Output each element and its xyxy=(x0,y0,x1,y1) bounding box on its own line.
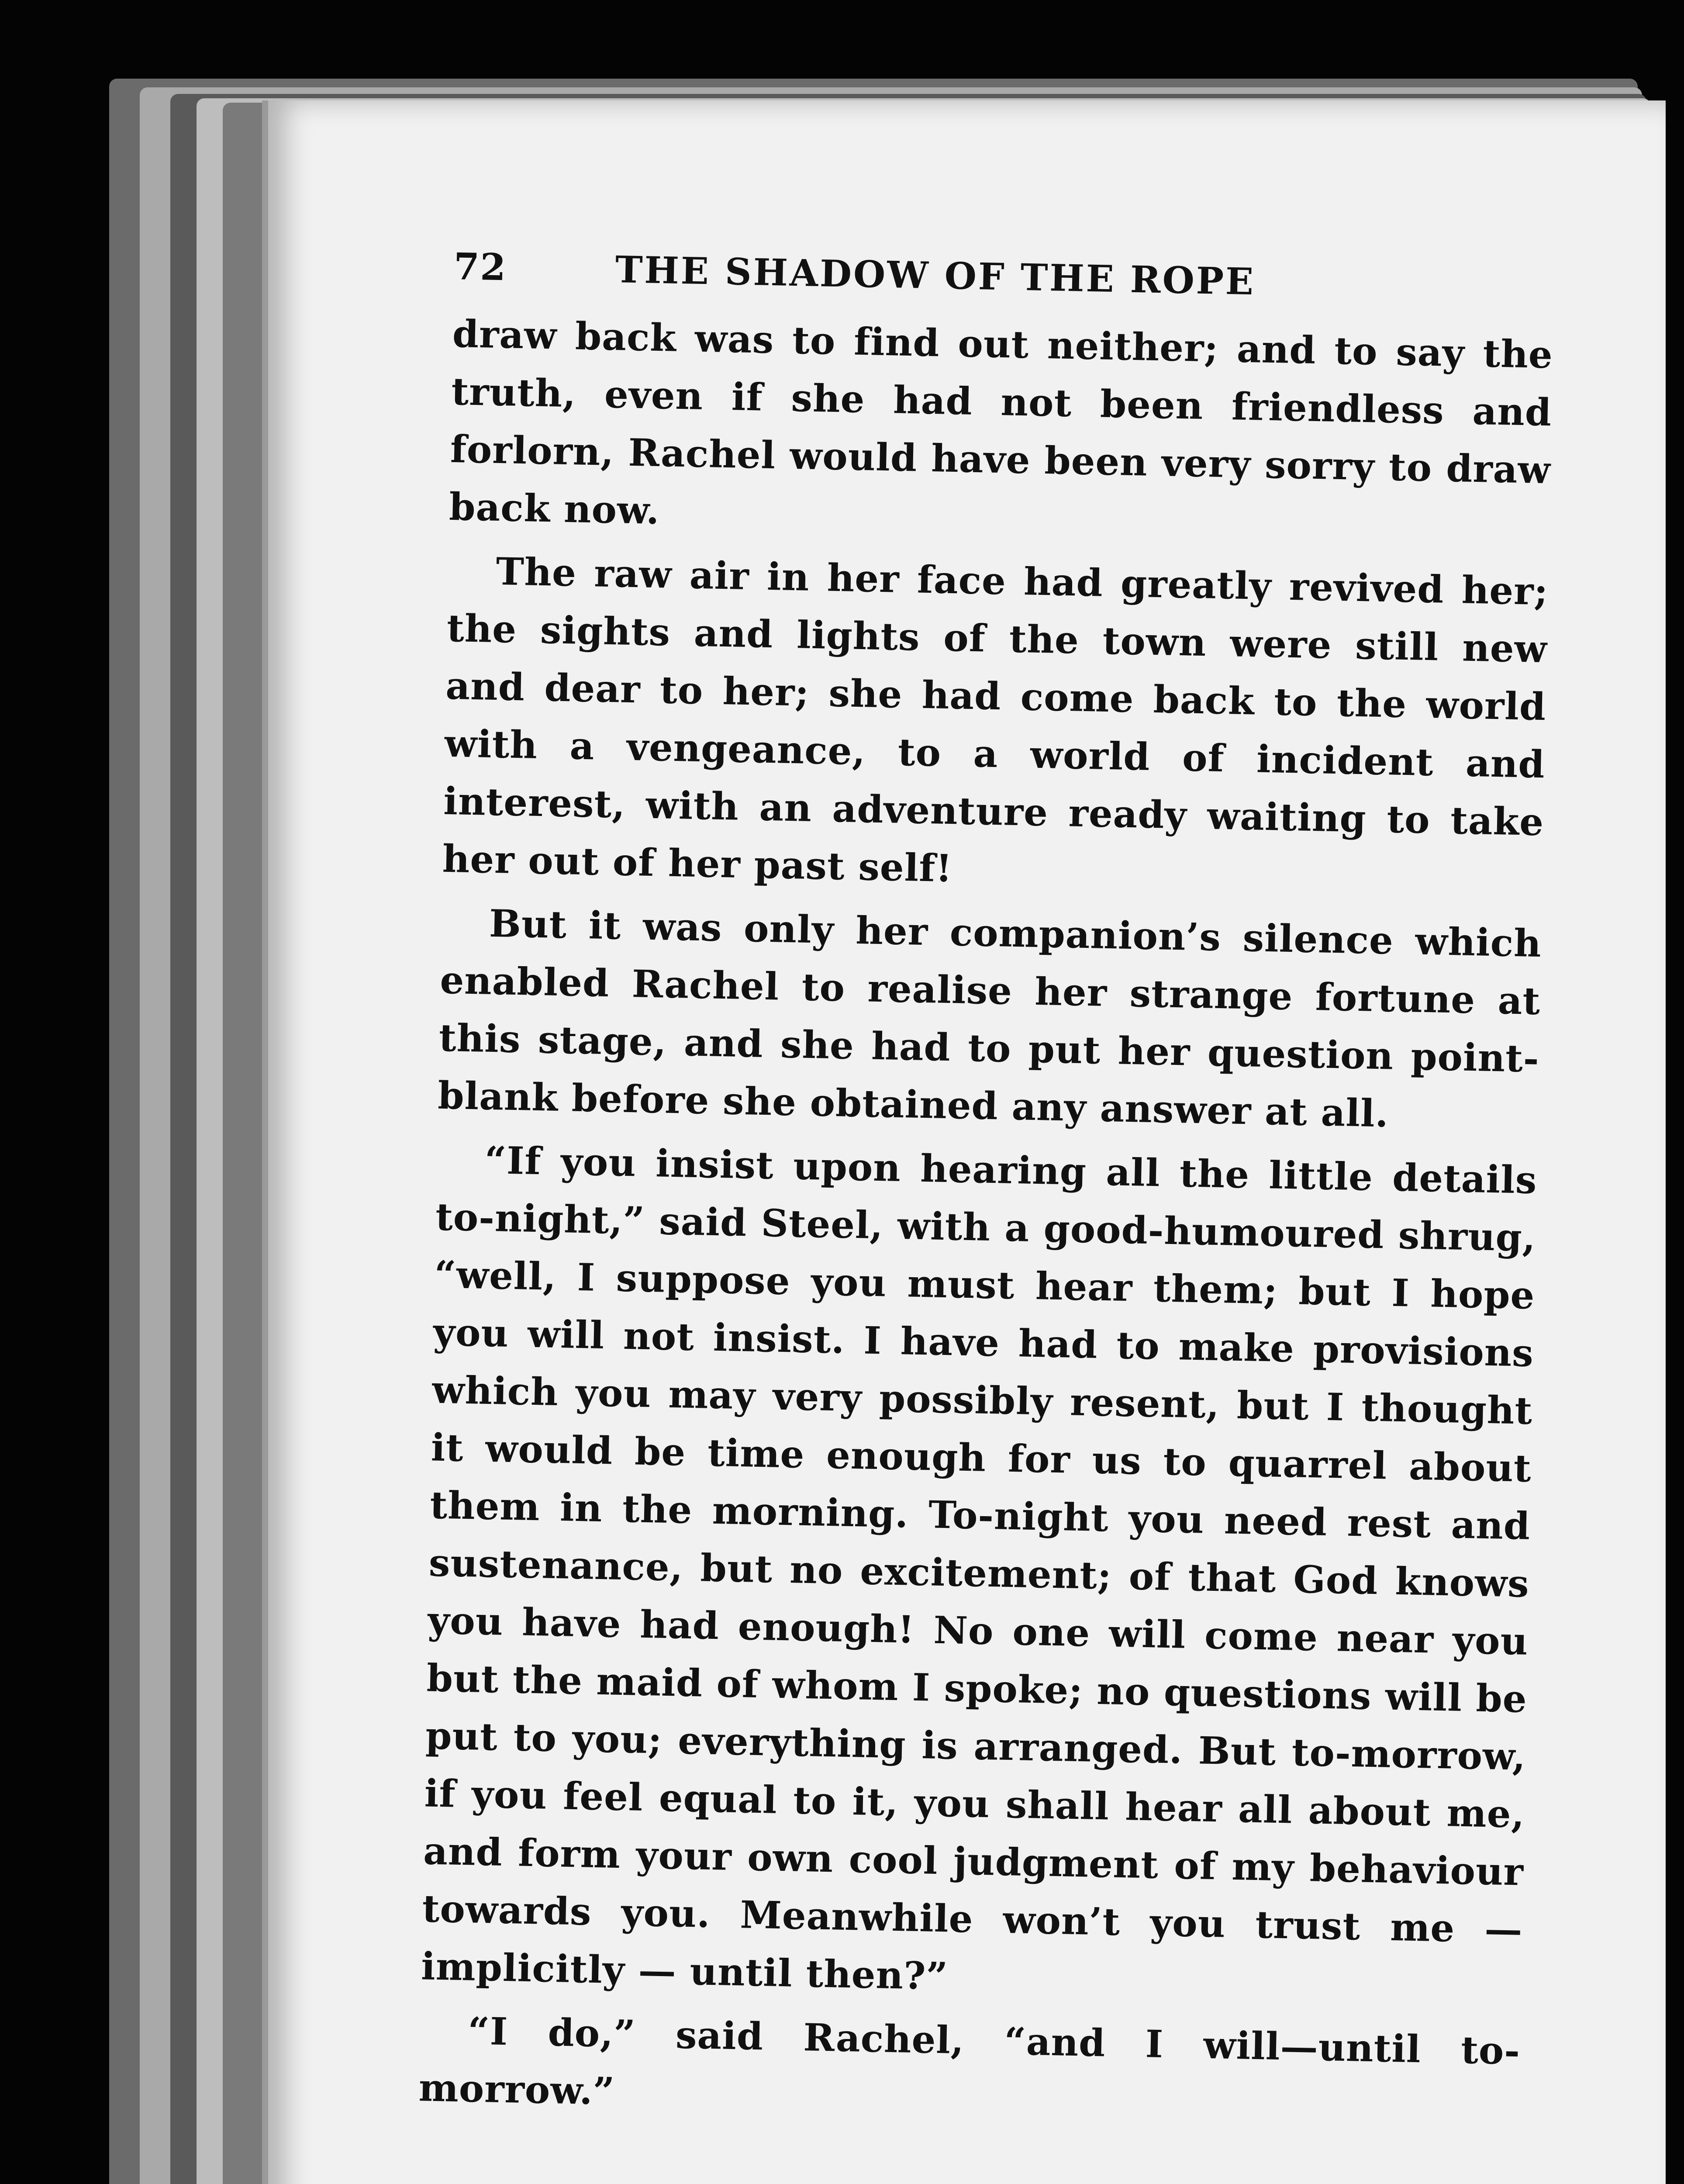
page-content xyxy=(418,245,1555,2138)
paragraph: The raw air in her face had greatly revived her; the sights and lights of the town were still new and dear to her; she had come back to the world with a vengeance, to a world of incident and interest, with an adventure ready waiting to take her out of her past self! xyxy=(442,549,1549,891)
page-number: 72 xyxy=(453,245,507,289)
paragraph: draw back was to find out neither; and to say the truth, even if she had not been friendless and forlorn, Rachel would have been very sorry to draw back now. xyxy=(449,311,1553,533)
paragraph: But it was only her companion’s silence which enabled Rachel to realise her strange fortune at this stage, and she had to put her question point-blank before she obtained any answer at all. xyxy=(437,901,1542,1136)
body-text xyxy=(418,305,1553,2138)
running-title: THE SHADOW OF THE ROPE xyxy=(615,248,1256,304)
paragraph: “If you insist upon hearing all the little details to-night,” said Steel, with a good-humoured shrug, “well, I suppose you must hear them; but I hope you will not insist. I have had to make provisions which you may very possibly resent, but I thought it would be time enough for us to quarrel about them in the morning. To-night you need rest and sustenance, but no excitement; of that God knows you have had enough! No one will come near you but the maid of whom I spoke; no questions will be put to you; everything is arranged. But to-morrow, if you feel equal to it, you shall hear all about me, and form your own cool judgment of my behaviour towards you. Meanwhile won’t you trust me — implicitly — until then?” xyxy=(421,1138,1538,1999)
paragraph: “I do,” said Rachel, “and I will—until to-morrow.” xyxy=(418,2009,1521,2114)
